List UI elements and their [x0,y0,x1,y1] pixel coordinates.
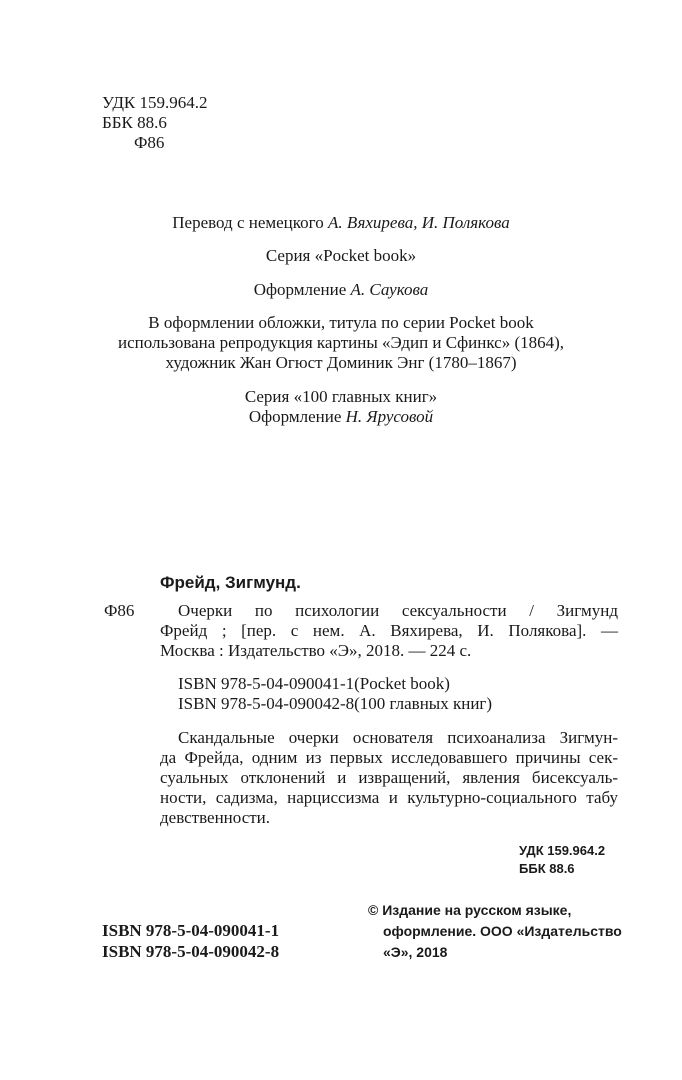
catalog-isbn-line: ISBN 978-5-04-090042-8(100 главных книг) [178,694,493,713]
copyright-line: оформление. ООО «Издательство [383,923,622,939]
abstract-line: Скандальные очерки основателя психоанализа Зигмун- [178,728,618,747]
catalog-description-line: Фрейд ; [пер. с нем. А. Вяхирева, И. Полякова]. — [160,621,618,640]
abstract-line: девственности. [160,808,271,827]
copyright-line: «Э», 2018 [383,944,448,960]
catalog-isbn-line: ISBN 978-5-04-090041-1(Pocket book) [178,674,450,693]
design-pocket-name: А. Саукова [350,280,429,299]
series-100: Серия «100 главных книг» [244,387,438,406]
abstract-line: ности, садизма, нарциссизма и культурно-социального табу [160,788,618,807]
design-100-prefix: Оформление [248,407,346,426]
series-pocket: Серия «Pocket book» [265,246,417,265]
bbk-code: ББК 88.6 [102,113,167,132]
abstract-line: да Фрейда, одним из первых исследовавшего причины сек- [160,748,618,767]
translation-credit [0,213,682,233]
catalog-description-line: Очерки по психологии сексуальности / Зигмунд [178,601,618,620]
design-credit-pocket [0,280,682,300]
design-100-name: Н. Ярусовой [345,407,434,426]
author-sign: Ф86 [134,133,165,152]
catalog-bbk: ББК 88.6 [519,861,575,876]
copyright-line: © Издание на русском языке, [368,902,572,918]
catalog-description-line: Москва : Издательство «Э», 2018. — 224 с. [160,641,472,660]
translation-prefix: Перевод с немецкого [172,213,328,232]
translators: А. Вяхирева, И. Полякова [327,213,510,232]
cover-note-line: художник Жан Огюст Доминик Энг (1780–1867) [165,353,517,372]
catalog-author-heading: Фрейд, Зигмунд. [160,573,301,592]
cover-note-line: В оформлении обложки, титула по серии Pocket book [148,313,534,332]
abstract-line: суальных отклонений и извращений, явления бисексуаль- [160,768,618,787]
footer-isbn: ISBN 978-5-04-090041-1 [102,921,280,940]
udk-code: УДК 159.964.2 [102,93,208,112]
design-credit-100 [0,407,682,427]
catalog-udk: УДК 159.964.2 [519,843,606,858]
design-prefix: Оформление [253,280,351,299]
cover-note-line: использована репродукция картины «Эдип и Сфинкс» (1864), [117,333,565,352]
footer-isbn: ISBN 978-5-04-090042-8 [102,942,280,961]
catalog-sign: Ф86 [104,601,135,620]
